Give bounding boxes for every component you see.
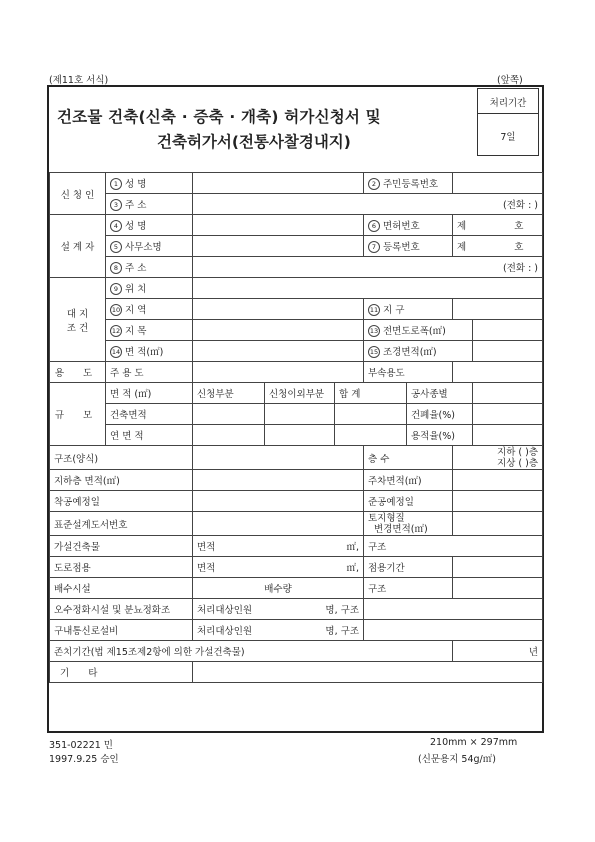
label-text: 주 소 — [125, 262, 147, 274]
site-area-label — [106, 299, 193, 320]
other-label: 기 타 — [50, 662, 193, 683]
label-text: 면적 — [197, 542, 216, 553]
label-text: 면적 — [197, 563, 216, 574]
drainage-amount-field[interactable] — [193, 578, 364, 599]
circled-number: 5 — [110, 241, 122, 253]
telecom-label: 구내통신로설비 — [50, 620, 193, 641]
circled-number: 8 — [110, 262, 122, 274]
circled-number: 11 — [369, 306, 379, 315]
footer-code: 351-02221 민 — [49, 740, 113, 751]
floor-ratio-label: 용적율(%) — [407, 425, 473, 446]
circled-number: 13 — [369, 327, 379, 336]
site-size-field[interactable] — [193, 341, 364, 362]
processing-period-value: 7일 — [500, 132, 516, 143]
designer-license-label — [364, 215, 453, 236]
road-occupancy-period-field[interactable] — [453, 557, 543, 578]
structure-field[interactable] — [193, 446, 364, 470]
road-occupancy-label: 도로점용 — [50, 557, 193, 578]
form-title-line-2: 건축허가서(전통사찰경내지) — [157, 133, 351, 151]
designer-registration-label — [364, 236, 453, 257]
designer-address-field[interactable] — [193, 257, 543, 278]
prefix: 제 — [457, 242, 467, 253]
floor-area-requested[interactable] — [193, 425, 265, 446]
circled-number: 9 — [110, 283, 122, 295]
main-use-label: 주 용 도 — [106, 362, 193, 383]
processing-period-label: 처리기간 — [489, 98, 527, 109]
floors-field[interactable] — [453, 446, 543, 470]
building-area-requested[interactable] — [193, 404, 265, 425]
standard-design-label: 표준설계도서번호 — [50, 512, 193, 536]
basement-area-field[interactable] — [193, 470, 364, 491]
site-district-field[interactable] — [453, 299, 543, 320]
designer-registration-field[interactable] — [453, 236, 543, 257]
scale-header-requested: 신청부분 — [193, 383, 265, 404]
title-block — [47, 85, 544, 172]
label-text: 변경면적(㎡) — [374, 523, 428, 535]
circled-number: 7 — [368, 241, 380, 253]
form-title-line-1: 건조물 건축(신축 · 증축 · 개축) 허가신청서 및 — [57, 108, 381, 126]
start-date-field[interactable] — [193, 491, 364, 512]
circled-number: 1 — [110, 178, 122, 190]
telecom-capacity-field[interactable] — [193, 620, 364, 641]
sewage-structure-field[interactable] — [364, 599, 543, 620]
temp-building-area-field[interactable] — [193, 536, 364, 557]
above-ground-floors: 지상 ( )층 — [497, 457, 538, 469]
designer-office-label — [106, 236, 193, 257]
floors-label: 층 수 — [364, 446, 453, 470]
telecom-structure-field[interactable] — [364, 620, 543, 641]
circled-number: 3 — [110, 199, 122, 211]
site-size-label — [106, 341, 193, 362]
temp-building-label: 가설건축물 — [50, 536, 193, 557]
label-text: 지 목 — [125, 325, 147, 337]
underground-floors: 지하 ( )층 — [497, 446, 538, 458]
label-text: 면허번호 — [383, 220, 420, 232]
circled-number: 14 — [111, 348, 121, 357]
circled-number: 10 — [111, 306, 121, 315]
circled-number: 6 — [368, 220, 380, 232]
designer-phone: (전화 : ) — [502, 263, 538, 274]
label-text: 주 소 — [125, 199, 147, 211]
processing-period-box — [477, 88, 539, 156]
label-text: 조경면적(㎡) — [383, 346, 437, 358]
label-text: 배수량 — [264, 584, 292, 595]
land-change-label — [364, 512, 453, 536]
circled-number: 12 — [111, 327, 121, 336]
label-text: 면 적(㎡) — [125, 346, 164, 358]
scale-work-type-field[interactable] — [473, 383, 543, 404]
designer-name-label — [106, 215, 193, 236]
site-category-label — [106, 320, 193, 341]
suffix: 호 — [514, 242, 524, 253]
parking-area-label: 주차면적(㎡) — [364, 470, 453, 491]
floor-area-other[interactable] — [265, 425, 335, 446]
unit-text: ㎡, — [346, 542, 359, 553]
label-text: 토지형질 — [368, 512, 405, 524]
page-side-label: (앞쪽) — [497, 75, 523, 86]
label-text: 지 역 — [125, 304, 147, 316]
standard-design-field[interactable] — [193, 512, 364, 536]
land-change-field[interactable] — [453, 512, 543, 536]
footer-paper-type: (신문용지 54g/㎡) — [418, 754, 496, 765]
unit-text: 명, 구조 — [325, 626, 359, 637]
label-text: 등록번호 — [383, 241, 420, 253]
completion-date-field[interactable] — [453, 491, 543, 512]
sub-use-field[interactable] — [453, 362, 543, 383]
label-text: 위 치 — [125, 283, 147, 295]
main-use-field[interactable] — [193, 362, 364, 383]
unit-text: 년 — [528, 647, 538, 658]
site-road-width-field[interactable] — [473, 320, 543, 341]
applicant-address-label — [106, 194, 193, 215]
circled-number: 4 — [110, 220, 122, 232]
applicant-id-field[interactable] — [453, 173, 543, 194]
sewage-capacity-field[interactable] — [193, 599, 364, 620]
site-district-label — [364, 299, 453, 320]
label-text: 처리대상인원 — [197, 605, 253, 616]
drainage-structure-field[interactable] — [453, 578, 543, 599]
site-location-label — [106, 278, 193, 299]
label-text: 대 지 — [66, 308, 89, 320]
road-occupancy-area-field[interactable] — [193, 557, 364, 578]
scale-section-label: 규 모 — [50, 383, 106, 446]
label-text: 사무소명 — [125, 241, 162, 253]
label-text: 지 구 — [383, 304, 405, 316]
label-text: 성 명 — [125, 178, 147, 190]
processing-period-divider — [478, 113, 538, 114]
site-landscape-label — [364, 341, 473, 362]
site-area-field[interactable] — [193, 299, 364, 320]
parking-area-field[interactable] — [453, 470, 543, 491]
site-category-field[interactable] — [193, 320, 364, 341]
unit-text: ㎡, — [346, 563, 359, 574]
form-number: (제11호 서식) — [49, 75, 109, 86]
site-landscape-field[interactable] — [473, 341, 543, 362]
floor-area-label: 연 면 적 — [106, 425, 193, 446]
designer-office-field[interactable] — [193, 236, 364, 257]
label-text: 성 명 — [125, 220, 147, 232]
designer-section-label: 설 계 자 — [50, 215, 106, 278]
application-form-table — [49, 172, 543, 683]
designer-name-field[interactable] — [193, 215, 364, 236]
duration-field[interactable] — [453, 641, 543, 662]
label-text: 구조 — [368, 542, 387, 553]
structure-label: 구조(양식) — [50, 446, 193, 470]
duration-label: 존치기간(법 제15조제2항에 의한 가설건축물) — [50, 641, 453, 662]
label-text: 주민등록번호 — [383, 178, 439, 190]
designer-license-field[interactable] — [453, 215, 543, 236]
designer-address-label — [106, 257, 193, 278]
drainage-label: 배수시설 — [50, 578, 193, 599]
basement-area-label: 지하층 면적(㎡) — [50, 470, 193, 491]
building-area-total[interactable] — [335, 404, 407, 425]
road-occupancy-period-label: 점용기간 — [364, 557, 453, 578]
site-section-label — [50, 278, 106, 362]
scale-header-other: 신청이외부분 — [265, 383, 335, 404]
other-field[interactable] — [193, 662, 543, 683]
label-text: 처리대상인원 — [197, 626, 253, 637]
applicant-id-label — [364, 173, 453, 194]
suffix: 호 — [514, 221, 524, 232]
scale-header-total: 합 계 — [335, 383, 407, 404]
sewage-label: 오수정화시설 및 분뇨정화조 — [50, 599, 193, 620]
coverage-field[interactable] — [473, 404, 543, 425]
scale-header-area: 면 적 (㎡) — [106, 383, 193, 404]
unit-text: 명, 구조 — [325, 605, 359, 616]
applicant-phone: (전화 : ) — [502, 200, 538, 211]
building-area-label: 건축면적 — [106, 404, 193, 425]
temp-building-structure-field[interactable] — [364, 536, 543, 557]
drainage-structure-label: 구조 — [364, 578, 453, 599]
label-text: 조 건 — [66, 322, 89, 334]
label-text: 전면도로폭(㎡) — [383, 325, 446, 337]
floor-ratio-field[interactable] — [473, 425, 543, 446]
coverage-label: 건폐율(%) — [407, 404, 473, 425]
prefix: 제 — [457, 221, 467, 232]
start-date-label: 착공예정일 — [50, 491, 193, 512]
circled-number: 15 — [369, 348, 379, 357]
building-area-other[interactable] — [265, 404, 335, 425]
site-location-field[interactable] — [193, 278, 543, 299]
applicant-name-label — [106, 173, 193, 194]
footer-paper-size: 210mm × 297mm — [430, 737, 518, 748]
applicant-name-field[interactable] — [193, 173, 364, 194]
footer-approval: 1997.9.25 승인 — [49, 754, 119, 765]
site-road-width-label — [364, 320, 473, 341]
circled-number: 2 — [368, 178, 380, 190]
floor-area-total[interactable] — [335, 425, 407, 446]
applicant-section-label: 신 청 인 — [50, 173, 106, 215]
applicant-address-field[interactable] — [193, 194, 543, 215]
completion-date-label: 준공예정일 — [364, 491, 453, 512]
scale-header-work-type: 공사종별 — [407, 383, 473, 404]
use-section-label: 용 도 — [50, 362, 106, 383]
sub-use-label: 부속용도 — [364, 362, 453, 383]
